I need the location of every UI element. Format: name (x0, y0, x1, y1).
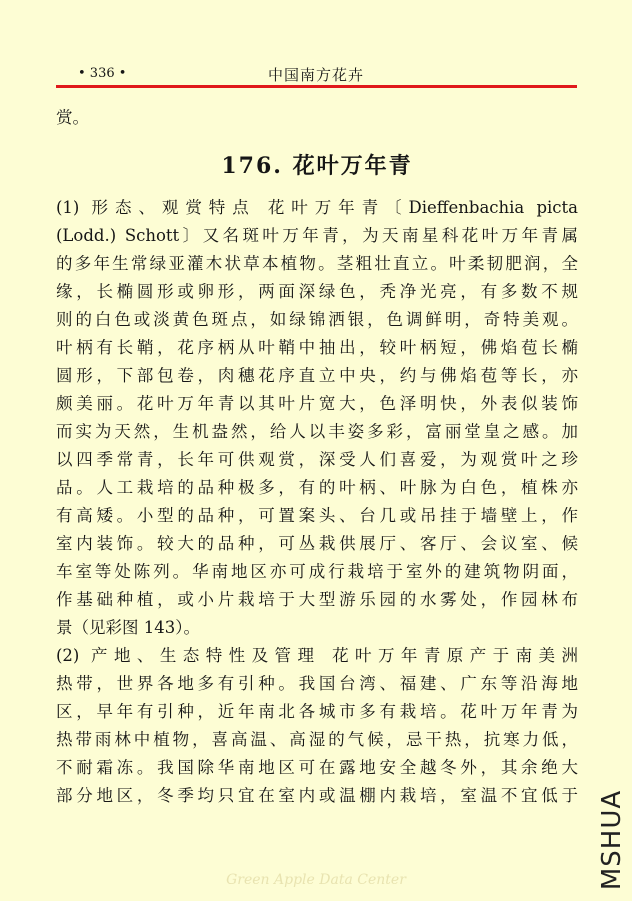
text-line: 室内装饰。较大的品种，可丛栽供展厅、客厅、会议室、候 (56, 534, 578, 553)
text-line: 的多年生常绿亚灌木状草本植物。茎粗壮直立。叶柔韧肥润，全 (56, 254, 578, 273)
text-line: 以四季常青，长年可供观赏，深受人们喜爱，为观赏叶之珍 (56, 450, 578, 469)
text-line: 圆形，下部包卷，肉穗花序直立中央，约与佛焰苞等长，亦 (56, 366, 578, 385)
text-line: 品。人工栽培的品种极多，有的叶柄、叶脉为白色，植株亦 (56, 478, 578, 497)
text-line: 颇美丽。花叶万年青以其叶片宽大，色泽明快，外表似装饰 (56, 394, 578, 413)
text-line: 车室等处陈列。华南地区亦可成行栽培于室外的建筑物阴面， (56, 562, 578, 581)
side-watermark (594, 790, 630, 890)
header-rule (56, 85, 577, 88)
text-line: (2) 产地、生态特性及管理 花叶万年青原产于南美洲 (56, 646, 578, 665)
text-line: (1) 形态、观赏特点 花叶万年青〔Dieffenbachia picta (56, 198, 578, 217)
text-line: 不耐霜冻。我国除华南地区可在露地安全越冬外，其余绝大 (56, 758, 578, 777)
page-number: • 336 • (78, 66, 127, 81)
page-body (56, 104, 578, 810)
text-line: 区，早年有引种，近年南北各城市多有栽培。花叶万年青为 (56, 702, 578, 721)
text-line: 缘，长椭圆形或卵形，两面深绿色，秃净光亮，有多数不规 (56, 282, 578, 301)
text-line: 而实为天然，生机盎然，给人以丰姿多彩，富丽堂皇之感。加 (56, 422, 578, 441)
running-title: 中国南方花卉 (267, 66, 364, 84)
text-line: 则的白色或淡黄色斑点，如绿锦洒银，色调鲜明，奇特美观。 (56, 310, 578, 329)
text-line: 景（见彩图 143）。 (56, 618, 200, 637)
text-line: 有高矮。小型的品种，可置案头、台几或吊挂于墙壁上，作 (56, 506, 578, 525)
running-header (56, 62, 576, 84)
text-line: (Lodd.) Schott〕又名斑叶万年青，为天南星科花叶万年青属 (56, 226, 578, 245)
text-line: 作基础种植，或小片栽培于大型游乐园的水雾处，作园林布 (56, 590, 578, 609)
text-line: 热带，世界各地多有引种。我国台湾、福建、广东等沿海地 (56, 674, 578, 693)
footer-watermark: Green Apple Data Center (226, 872, 406, 888)
text-line: 叶柄有长鞘，花序柄从叶鞘中抽出，较叶柄短，佛焰苞长椭 (56, 338, 578, 357)
section-title: 176. 花叶万年青 (221, 153, 413, 179)
side-watermark-text: MSHUA (597, 789, 627, 891)
text-line: 热带雨林中植物，喜高温、高湿的气候，忌干热，抗寒力低， (56, 730, 578, 749)
carry-over-line: 赏。 (56, 108, 89, 127)
text-line: 部分地区，冬季均只宜在室内或温棚内栽培，室温不宜低于 (56, 786, 578, 805)
